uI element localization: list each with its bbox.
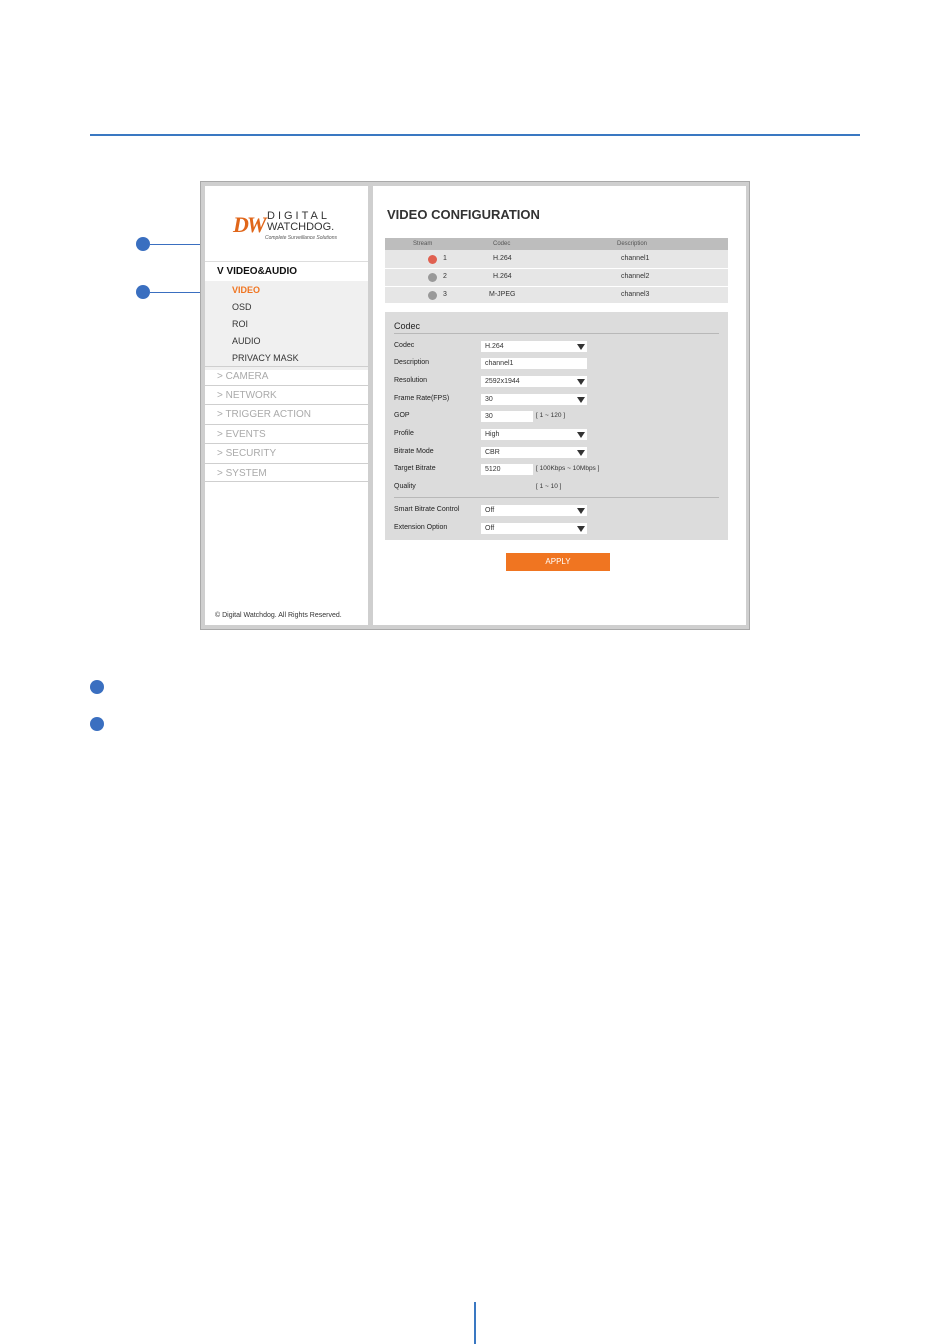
stream-status-icon: [428, 273, 437, 282]
gop-input[interactable]: 30: [481, 411, 533, 422]
description-input[interactable]: channel1: [481, 358, 587, 369]
stream-number: 1: [443, 255, 447, 262]
stream-row[interactable]: [385, 287, 728, 305]
stream-row[interactable]: [385, 269, 728, 287]
logo-line2: WATCHDOG.: [267, 221, 335, 233]
stream-row[interactable]: [385, 251, 728, 269]
frame-rate-label: Frame Rate(FPS): [394, 395, 450, 402]
gop-range: [ 1 ~ 120 ]: [536, 412, 566, 419]
main-content: [373, 186, 746, 625]
column-header-codec: Codec: [493, 241, 511, 247]
dropdown-caret-icon: [577, 526, 585, 532]
frame-rate-select[interactable]: 30: [481, 394, 587, 405]
profile-label: Profile: [394, 430, 414, 437]
codec-label: Codec: [394, 342, 415, 349]
nav-category-camera[interactable]: > CAMERA: [205, 366, 368, 385]
codec-select[interactable]: H.264: [481, 341, 587, 352]
column-header-stream: Stream: [413, 241, 433, 247]
nav-item-osd[interactable]: OSD: [232, 302, 252, 312]
copyright-footer: © Digital Watchdog. All Rights Reserved.: [215, 612, 342, 619]
stream-description: channel3: [621, 291, 650, 298]
bitrate-mode-label: Bitrate Mode: [394, 448, 434, 455]
divider: [394, 497, 719, 498]
quality-input[interactable]: [481, 482, 533, 493]
nav-item-privacy-mask[interactable]: PRIVACY MASK: [232, 353, 299, 363]
sidebar: [205, 186, 368, 625]
legend-marker: [90, 680, 104, 694]
callout-marker: [136, 237, 150, 251]
stream-codec: H.264: [493, 255, 512, 262]
logo-line1: DIGITAL: [267, 210, 330, 222]
nav-item-roi[interactable]: ROI: [232, 319, 249, 329]
resolution-select[interactable]: 2592x1944: [481, 376, 587, 387]
stream-number: 3: [443, 291, 447, 298]
nav-category-security[interactable]: > SECURITY: [205, 443, 368, 462]
target-bitrate-range: [ 100Kbps ~ 10Mbps ]: [536, 465, 600, 472]
stream-description: channel1: [621, 255, 650, 262]
dropdown-caret-icon: [577, 432, 585, 438]
profile-select[interactable]: High: [481, 429, 587, 440]
stream-status-icon: [428, 291, 437, 300]
dropdown-caret-icon: [577, 508, 585, 514]
codec-settings-panel: [385, 312, 728, 540]
gop-label: GOP: [394, 412, 410, 419]
nav-item-audio[interactable]: AUDIO: [232, 336, 261, 346]
stream-status-icon: [428, 255, 437, 264]
bottom-rule: [474, 1302, 476, 1344]
nav-category-events[interactable]: > EVENTS: [205, 424, 368, 443]
legend-marker: [90, 717, 104, 731]
nav-section-video-audio[interactable]: V VIDEO&AUDIO: [205, 261, 368, 281]
stream-table-header: [385, 238, 728, 250]
brand-logo: [233, 210, 343, 244]
callout-marker: [136, 285, 150, 299]
dropdown-caret-icon: [577, 450, 585, 456]
web-ui-screenshot: [200, 181, 750, 630]
resolution-label: Resolution: [394, 377, 428, 384]
quality-range: [ 1 ~ 10 ]: [536, 483, 562, 490]
panel-heading: Codec: [394, 321, 421, 331]
smart-bitrate-select[interactable]: Off: [481, 505, 587, 516]
top-rule: [90, 134, 860, 136]
stream-codec: M-JPEG: [489, 291, 516, 298]
logo-mark: DW: [233, 212, 265, 237]
dropdown-caret-icon: [577, 344, 585, 350]
divider: [394, 333, 719, 334]
bitrate-mode-select[interactable]: CBR: [481, 447, 587, 458]
target-bitrate-input[interactable]: 5120: [481, 464, 533, 475]
page-title: VIDEO CONFIGURATION: [387, 207, 540, 222]
column-header-description: Description: [617, 241, 648, 247]
extension-option-label: Extension Option: [394, 524, 448, 531]
description-label: Description: [394, 359, 430, 366]
stream-codec: H.264: [493, 273, 512, 280]
stream-number: 2: [443, 273, 447, 280]
dropdown-caret-icon: [577, 397, 585, 403]
target-bitrate-label: Target Bitrate: [394, 465, 436, 472]
stream-table: [385, 238, 728, 303]
extension-option-select[interactable]: Off: [481, 523, 587, 534]
quality-label: Quality: [394, 483, 416, 490]
dropdown-caret-icon: [577, 379, 585, 385]
stream-description: channel2: [621, 273, 650, 280]
nav-item-video[interactable]: VIDEO: [232, 285, 261, 295]
nav-category-network[interactable]: > NETWORK: [205, 385, 368, 404]
smart-bitrate-label: Smart Bitrate Control: [394, 506, 460, 513]
nav-category-trigger-action[interactable]: > TRIGGER ACTION: [205, 404, 368, 423]
nav-category-system[interactable]: > SYSTEM: [205, 463, 368, 482]
logo-tagline: Complete Surveillance Solutions: [265, 235, 337, 241]
apply-button[interactable]: APPLY: [506, 553, 610, 571]
